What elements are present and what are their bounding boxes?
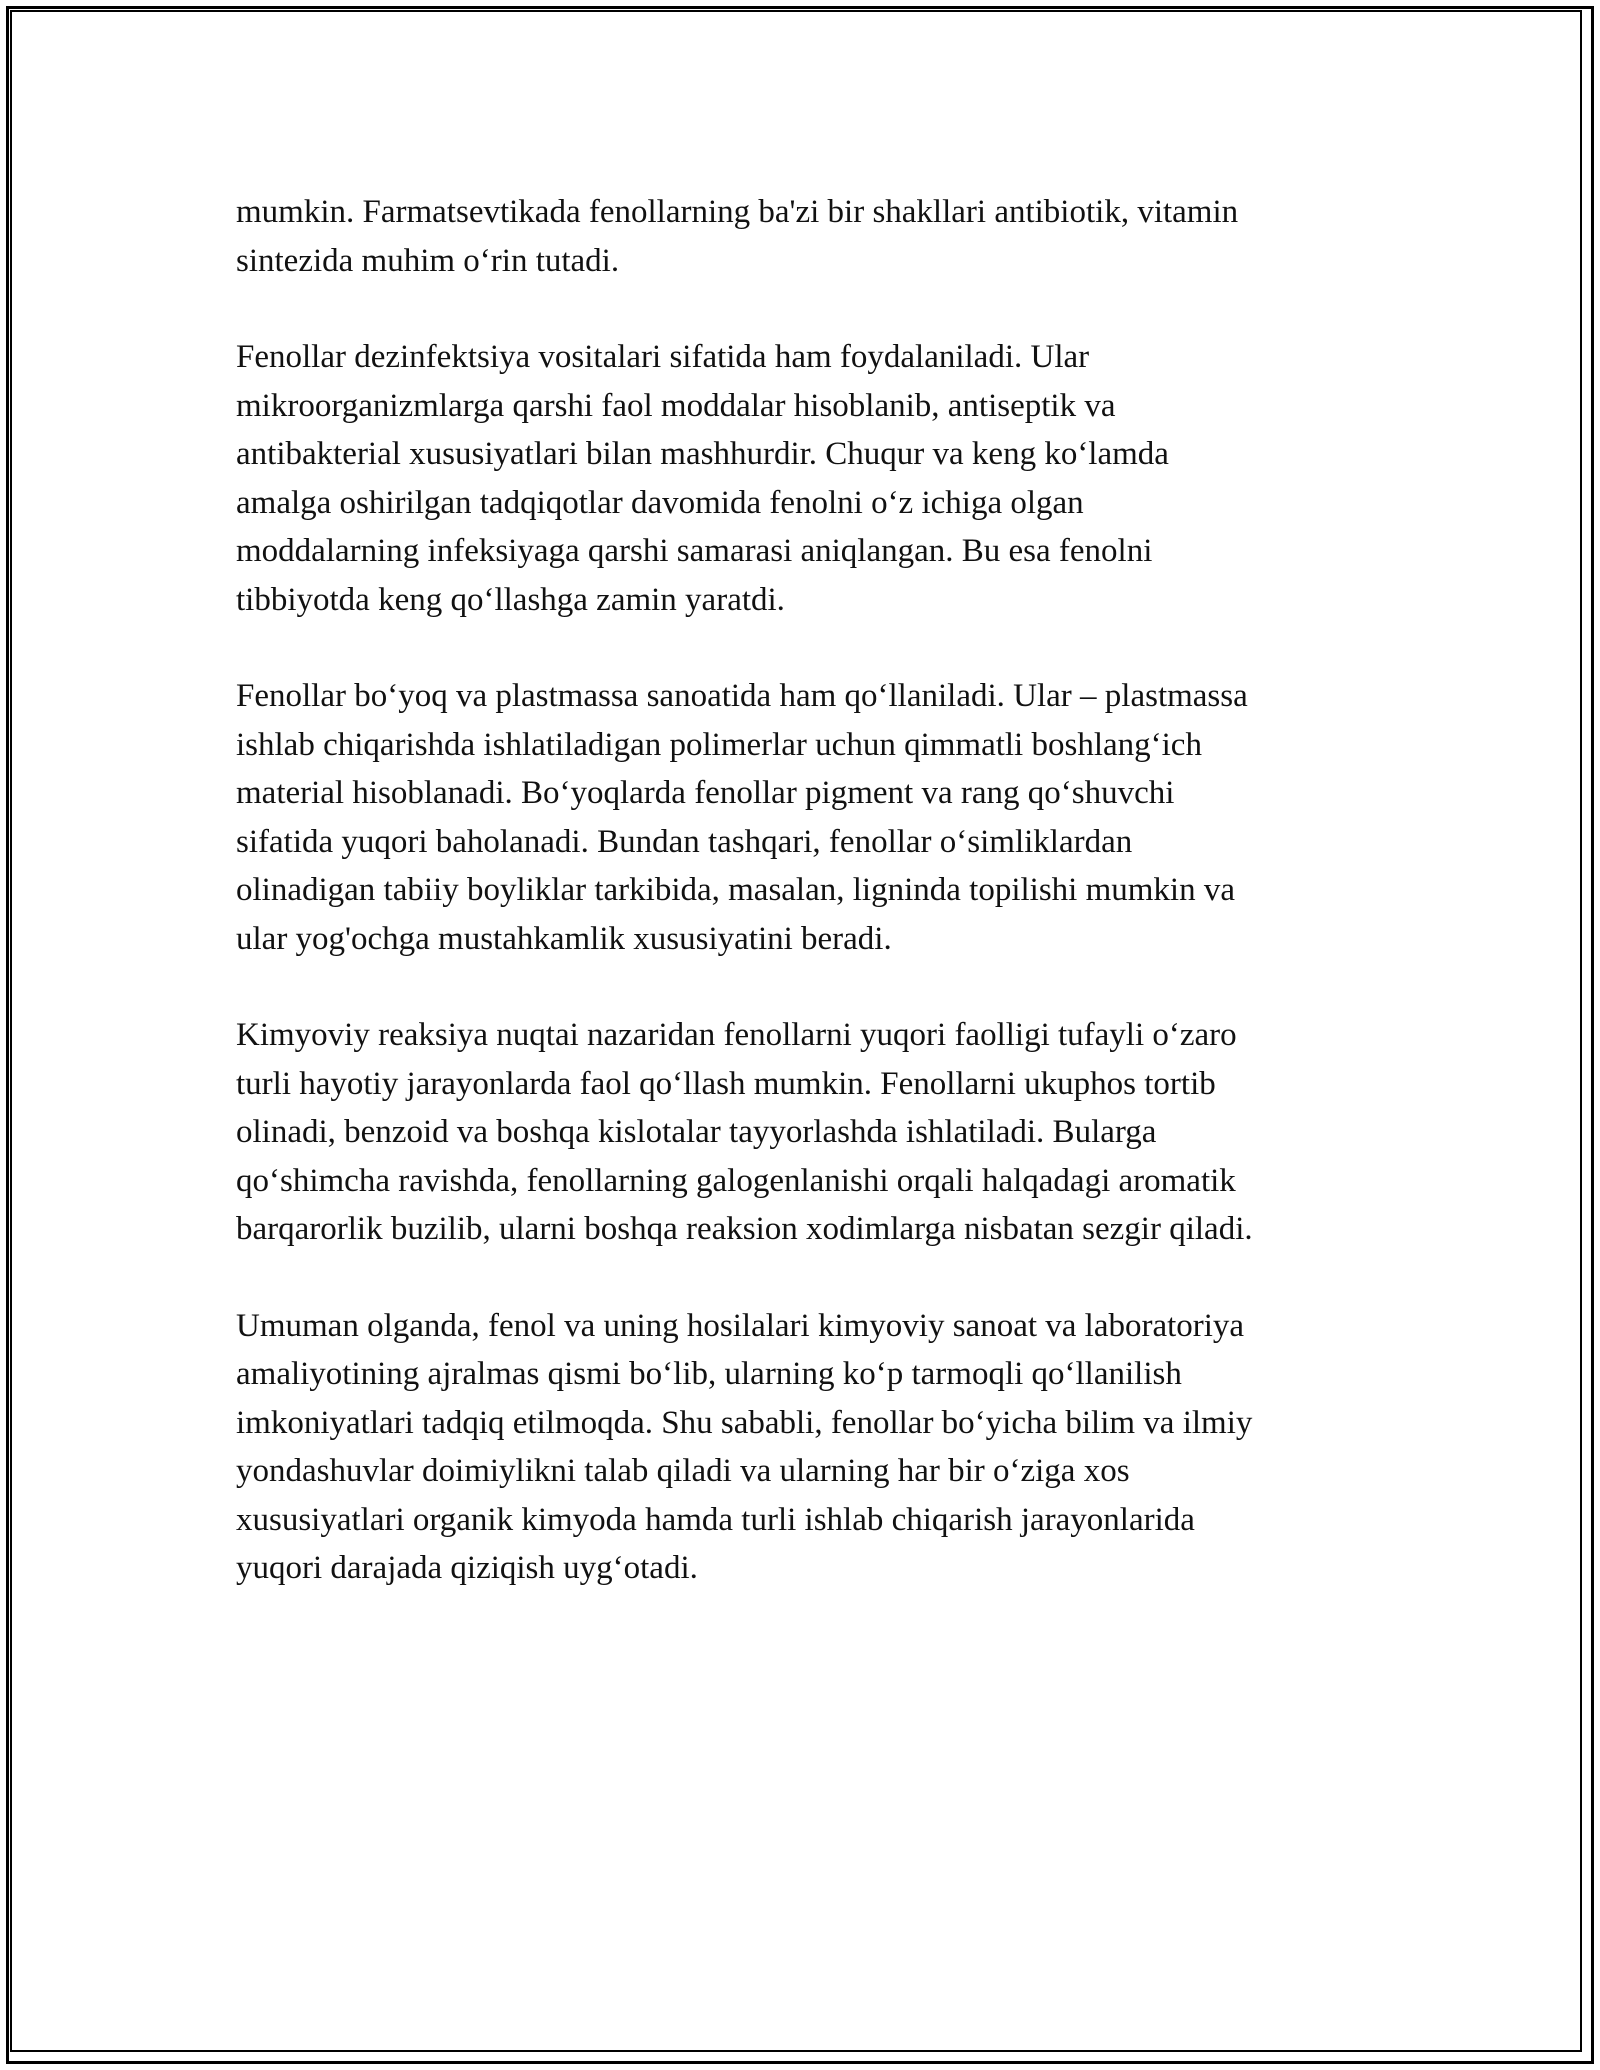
paragraph-1: mumkin. Farmatsevtikada fenollarning ba'zi bir shakllari antibiotik, vitamin sintezida muhim o‘rin tutadi. (236, 194, 1239, 279)
document-body (236, 188, 1376, 1641)
paragraph-5: Umuman olganda, fenol va uning hosilalari kimyoviy sanoat va laboratoriya amaliyotining ajralmas qismi bo‘lib, ularning ko‘p tarmoqli qo‘llanilish imkoniyatlari tadqiq etilmoqda. Shu sababli, fenollar bo‘yicha bilim va ilmiy yondashuvlar doimiylikni talab qiladi va ularning har bir o‘ziga xos xususiyatlari organik kimyoda hamda turli ishlab chiqarish jarayonlarida yuqori darajada qiziqish uyg‘otadi. (236, 1307, 1253, 1586)
paragraph-4: Kimyoviy reaksiya nuqtai nazaridan fenollarni yuqori faolligi tufayli o‘zaro turli hayotiy jarayonlarda faol qo‘llash mumkin. Fenollarni ukuphos tortib olinadi, benzoid va boshqa kislotalar tayyorlashda ishlatiladi. Bularga qo‘shimcha ravishda, fenollarning galogenlanishi orqali halqadagi aromatik barqarorlik buzilib, ularni boshqa reaksion xodimlarga nisbatan sezgir qiladi. (236, 1017, 1253, 1247)
paragraph-2: Fenollar dezinfektsiya vositalari sifatida ham foydalaniladi. Ular mikroorganizmlarga qarshi faol moddalar hisoblanib, antiseptik va antibakterial xususiyatlari bilan mashhurdir. Chuqur va keng ko‘lamda amalga oshirilgan tadqiqotlar davomida fenolni o‘z ichiga olgan moddalarning infeksiyaga qarshi samarasi aniqlangan. Bu esa fenolni tibbiyotda keng qo‘llashga zamin yaratdi. (236, 339, 1169, 618)
paragraph-3: Fenollar bo‘yoq va plastmassa sanoatida ham qo‘llaniladi. Ular – plastmassa ishlab chiqarishda ishlatiladigan polimerlar uchun qimmatli boshlang‘ich material hisoblanadi. Bo‘yoqlarda fenollar pigment va rang qo‘shuvchi sifatida yuqori baholanadi. Bundan tashqari, fenollar o‘simliklardan olinadigan tabiiy boyliklar tarkibida, masalan, ligninda topilishi mumkin va ular yog'ochga mustahkamlik xususiyatini beradi. (236, 678, 1248, 957)
